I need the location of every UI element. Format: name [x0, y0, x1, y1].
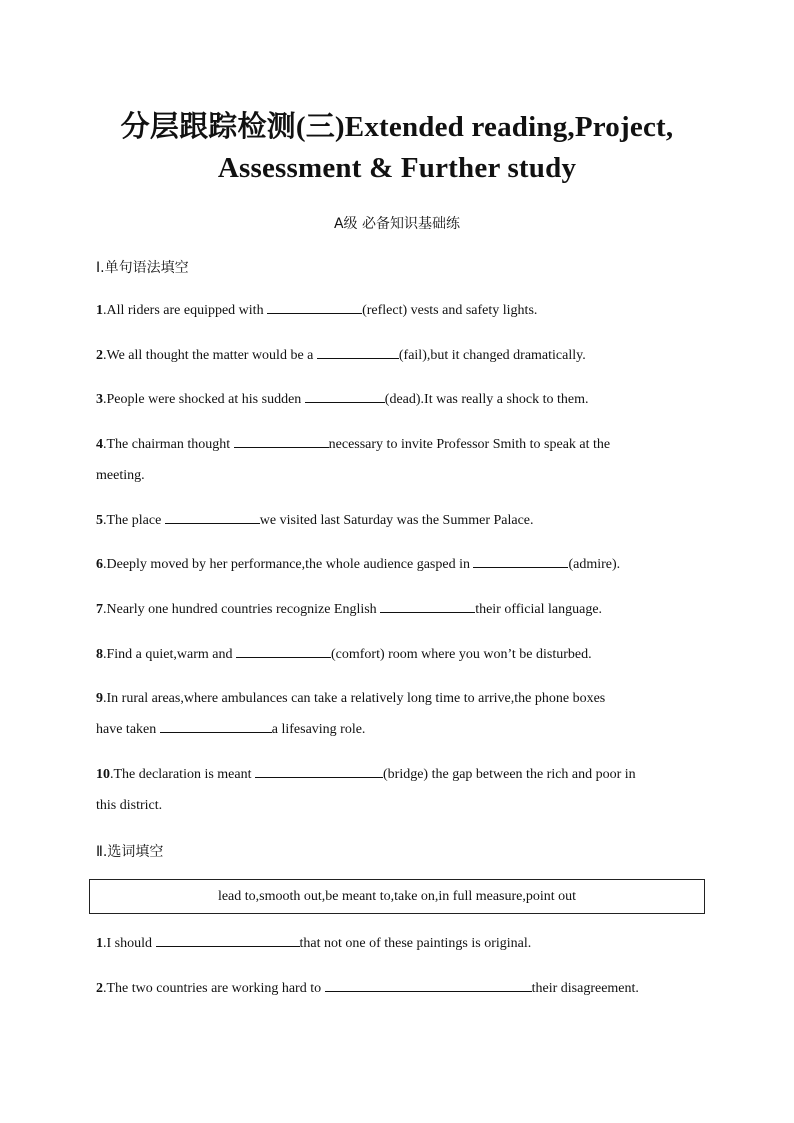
section-2-question-2: [96, 973, 706, 1004]
question-text: (fail),but it changed dramatically.: [398, 348, 586, 363]
question-text: .The two countries are working hard to: [103, 981, 325, 996]
question-text: (comfort) room where you won’t be disturbed.: [330, 647, 592, 662]
answer-blank[interactable]: [317, 344, 399, 359]
question-number: 9: [96, 691, 103, 706]
question-1: [96, 295, 706, 326]
question-6: [96, 549, 706, 580]
level-heading: A级 必备知识基础练: [333, 216, 461, 232]
question-text: .I should: [103, 936, 156, 951]
answer-blank[interactable]: [234, 433, 329, 448]
question-text: .The chairman thought: [103, 437, 234, 452]
question-text: we visited last Saturday was the Summer Palace.: [259, 513, 534, 528]
question-number: 8: [96, 647, 103, 662]
section-1-heading: Ⅰ.单句语法填空: [96, 260, 189, 276]
question-text: .The declaration is meant: [110, 767, 255, 782]
question-2: [96, 340, 706, 371]
question-text: their disagreement.: [531, 981, 639, 996]
title-line-1: 分层跟踪检测(三)Extended reading,Project,: [120, 111, 674, 143]
question-text: necessary to invite Professor Smith to speak at the: [328, 437, 611, 452]
question-text: (admire).: [568, 557, 621, 572]
question-text: .All riders are equipped with: [103, 303, 268, 318]
answer-blank[interactable]: [473, 553, 568, 568]
word-bank-box: lead to,smooth out,be meant to,take on,in full measure,point out: [89, 879, 705, 914]
question-text: a lifesaving role.: [271, 722, 366, 737]
question-text-continued: this district.: [96, 798, 163, 813]
question-4: [96, 429, 706, 491]
question-number: 5: [96, 513, 103, 528]
question-7: [96, 594, 706, 625]
question-number: 3: [96, 392, 103, 407]
question-text: that not one of these paintings is original.: [299, 936, 532, 951]
question-5: [96, 505, 706, 536]
section-2-heading: Ⅱ.选词填空: [96, 844, 164, 860]
question-text: (bridge) the gap between the rich and poor in: [383, 767, 636, 782]
question-number: 6: [96, 557, 103, 572]
question-text: .In rural areas,where ambulances can take a relatively long time to arrive,the phone boxes: [103, 691, 606, 706]
answer-blank[interactable]: [255, 763, 383, 778]
answer-blank[interactable]: [160, 718, 272, 733]
answer-blank[interactable]: [325, 977, 532, 992]
section-2-question-1: [96, 928, 706, 959]
title-line-2: Assessment & Further study: [217, 152, 577, 184]
answer-blank[interactable]: [267, 299, 362, 314]
answer-blank[interactable]: [380, 598, 475, 613]
question-text-continued: meeting.: [96, 468, 145, 483]
question-number: 1: [96, 303, 103, 318]
answer-blank[interactable]: [165, 509, 260, 524]
question-text: .Nearly one hundred countries recognize English: [103, 602, 381, 617]
question-text: .Deeply moved by her performance,the whole audience gasped in: [103, 557, 474, 572]
question-text: .The place: [103, 513, 165, 528]
question-text: (dead).It was really a shock to them.: [384, 392, 589, 407]
question-number: 7: [96, 602, 103, 617]
answer-blank[interactable]: [156, 932, 300, 947]
question-text: .Find a quiet,warm and: [103, 647, 236, 662]
question-8: [96, 639, 706, 670]
answer-blank[interactable]: [236, 643, 331, 658]
question-text: .People were shocked at his sudden: [103, 392, 305, 407]
question-3: [96, 384, 706, 415]
question-number: 2: [96, 348, 103, 363]
question-10: [96, 759, 706, 821]
answer-blank[interactable]: [305, 388, 385, 403]
question-number: 4: [96, 437, 103, 452]
question-text: have taken: [96, 722, 160, 737]
question-9: [96, 683, 706, 745]
question-text: .We all thought the matter would be a: [103, 348, 317, 363]
question-number: 10: [96, 767, 110, 782]
question-number: 1: [96, 936, 103, 951]
question-number: 2: [96, 981, 103, 996]
question-text: (reflect) vests and safety lights.: [362, 303, 538, 318]
question-text: their official language.: [475, 602, 603, 617]
